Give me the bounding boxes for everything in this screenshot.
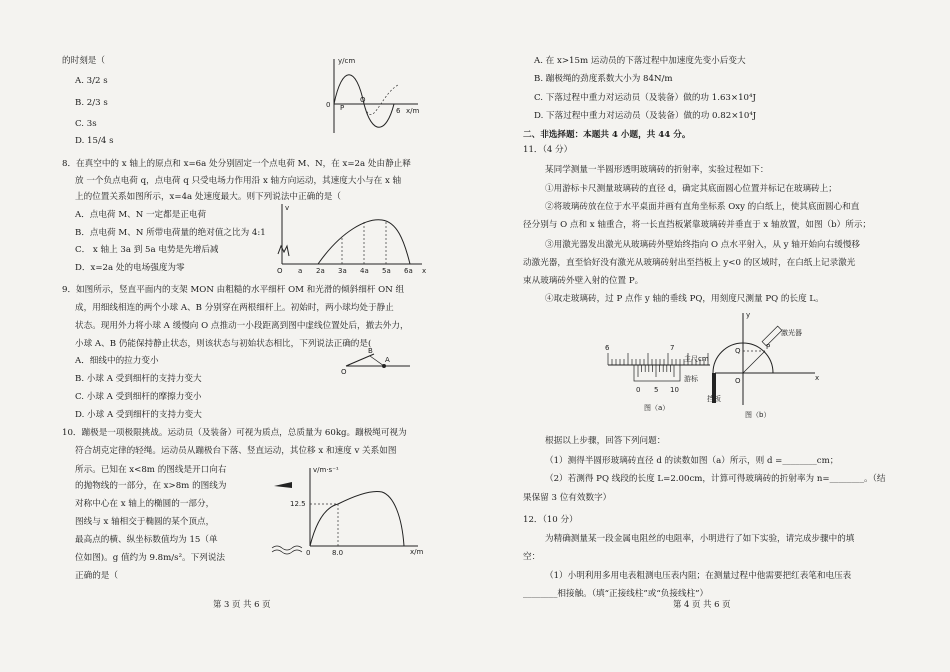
q7-p-label: P xyxy=(340,104,345,112)
q8-tick-3a: 3a xyxy=(338,267,347,275)
q8-tick-o: O xyxy=(277,267,283,275)
q9-label-o: O xyxy=(341,368,347,376)
q8-velocity-figure xyxy=(272,200,432,280)
q11-line-2: ①用游标卡尺测量玻璃砖的直径 d，确定其底面圆心位置并标记在玻璃砖上； xyxy=(545,184,837,194)
q11-sub2a: （2）若测得 PQ 线段的长度 L=2.00cm，计算可得玻璃砖的折射率为 n=________。（结 xyxy=(545,474,886,484)
q11-line-5: ③用激光器发出激光从玻璃砖外壁始终指向 O 点水平射入，从 y 轴开始向右缓慢移 xyxy=(545,240,861,250)
q12-line-1: 为精确测量某一段金属电阻丝的电阻率，小明进行了如下实验，请完成步骤中的填 xyxy=(545,534,855,544)
q9-label-a: A xyxy=(385,356,390,364)
q10-option-b: B. 蹦极绳的劲度系数大小为 84N/m xyxy=(534,74,673,84)
q10-y-tick: 12.5 xyxy=(290,500,306,508)
left-footer: 第 3 页 共 6 页 xyxy=(213,599,271,609)
vernier-label: 游标 xyxy=(684,375,698,383)
q11-line-8: ④取走玻璃砖，过 P 点作 y 轴的垂线 PQ，用刻度尺测量 PQ 的长度 L。 xyxy=(545,294,824,304)
q8-tick-2a: 2a xyxy=(316,267,325,275)
q8-option-b: B．点电荷 M、N 所带电荷量的绝对值之比为 4:1 xyxy=(75,228,266,238)
q10-option-a: A. 在 x>15m 运动员的下落过程中加速度先变小后变大 xyxy=(534,56,746,66)
vernier-scale-body xyxy=(634,365,680,381)
section-2-title: 二、非选择题：本题共 4 小题，共 44 分。 xyxy=(523,130,691,140)
q10-y-label: v/m·s⁻¹ xyxy=(313,466,339,474)
q8-line-1: 8．在真空中的 x 轴上的原点和 x=6a 处分别固定一个点电荷 M、N，在 x=2a 处由静止释 xyxy=(62,159,411,169)
q9-option-c: C. 小球 A 受到细杆的摩擦力变小 xyxy=(75,392,202,402)
main-scale-7: 7 xyxy=(670,344,675,352)
q7-option-a: A. 3/2 s xyxy=(75,76,108,86)
q10-line-5: 对称中心在 x 轴上的椭圆的一部分， xyxy=(75,499,215,509)
figure-a-caption: 图（a） xyxy=(644,404,670,412)
label-board: 挡板 xyxy=(707,395,721,403)
q9-line-3: 状态。现用外力将小球 A 缓慢向 O 点推动一小段距离到图中虚线位置处后，撤去外力， xyxy=(75,321,409,331)
main-scale-label: 主尺cm xyxy=(684,355,709,363)
q10-vx-figure xyxy=(278,462,428,562)
vernier-10: 10 xyxy=(670,386,679,394)
q9-support-figure xyxy=(340,347,420,380)
main-scale-6: 6 xyxy=(605,344,610,352)
q10-x-label: x/m xyxy=(410,548,424,556)
label-q: Q xyxy=(735,347,741,355)
q8-line-3: 上的位置关系如图所示，x=4a 处速度最大。则下列说法中正确的是（ xyxy=(75,192,341,202)
q10-line-9: 正确的是（ xyxy=(75,571,118,581)
q7-wave-figure xyxy=(320,55,430,135)
q7-option-c: C. 3s xyxy=(75,119,97,129)
q10-line-2: 符合胡克定律的轻绳。运动员从蹦极台下落、竖直运动，其位移 x 和速度 v 关系如图 xyxy=(75,446,397,456)
q9-rod-on xyxy=(346,354,374,366)
q7-option-b: B. 2/3 s xyxy=(75,98,108,108)
q11-figure-b-setup xyxy=(707,305,825,420)
q10-option-c: C. 下落过程中重力对运动员（及装备）做的功 1.63×10⁴J xyxy=(534,93,756,103)
q10-line-1: 10．蹦极是一项极限挑战。运动员（及装备）可视为质点，总质量为 60kg。蹦极绳可视为 xyxy=(62,428,407,438)
right-footer: 第 4 页 共 6 页 xyxy=(673,599,731,609)
q7-origin: 0 xyxy=(326,101,331,109)
q11-line-1: 某同学测量一半圆形透明玻璃砖的折射率，实验过程如下： xyxy=(545,165,769,175)
q11-line-4: 径分别与 O 点和 x 轴重合，将一长直挡板紧靠玻璃砖并垂直于 x 轴放置，如图（b）所示； xyxy=(523,220,872,230)
q7-dashed-wave xyxy=(364,85,398,115)
q8-y-label: v xyxy=(285,204,290,212)
q9-line-2: 成，用细线相连的两个小球 A、B 分别穿在两根细杆上。初始时，两小球均处于静止 xyxy=(75,303,394,313)
q9-string xyxy=(370,356,384,366)
q8-x-label: x xyxy=(422,267,427,275)
q10-x-tick: 8.0 xyxy=(332,549,344,557)
q12-line-4: ________相接触。（填“正接线柱”或“负接线柱”） xyxy=(523,589,709,599)
right-page xyxy=(475,0,950,672)
q10-line-3: 所示。已知在 x<8m 的图线是开口向右 xyxy=(75,465,227,475)
q12-line-3: （1）小明利用多用电表粗测电压表内阻；在测量过程中他需要把红表笔和电压表 xyxy=(545,571,852,581)
q8-option-d: D．x=2a 处的电场强度为零 xyxy=(75,263,185,273)
q9-label-b: B xyxy=(368,347,373,355)
q8-tick-6a: 6a xyxy=(404,267,413,275)
q9-option-d: D. 小球 A 受到细杆的支持力变大 xyxy=(75,410,202,420)
q11-line-3: ②将玻璃砖放在位于水平桌面并画有直角坐标系 Oxy 的白纸上，使其底面圆心和直 xyxy=(545,202,860,212)
label-x: x xyxy=(815,374,820,382)
q7-option-d: D. 15/4 s xyxy=(75,136,114,146)
q7-q-label: Q xyxy=(360,96,366,104)
laser-beam xyxy=(743,351,765,373)
q12-header: 12．（10 分） xyxy=(523,515,578,525)
q8-line-2: 放 一个负点电荷 q，点电荷 q 只受电场力作用沿 x 轴方向运动，其速度大小与在 x 轴 xyxy=(75,176,402,186)
q9-line-4: 小球 A、B 仍能保持静止状态，则该状态与初始状态相比，下列说法正确的是( xyxy=(75,339,372,349)
q10-water-mark xyxy=(272,546,302,554)
label-o: O xyxy=(735,377,741,385)
label-y: y xyxy=(746,311,751,319)
q10-origin: 0 xyxy=(306,549,311,557)
label-p: P xyxy=(766,343,771,351)
q9-option-a: A．细线中的拉力变小 xyxy=(75,356,159,366)
q10-option-d: D. 下落过程中重力对运动员（及装备）做的功 0.82×10⁴J xyxy=(534,111,757,121)
q12-line-2: 空： xyxy=(523,552,541,562)
q9-ball-a xyxy=(382,364,386,368)
q8-tick-5a: 5a xyxy=(382,267,391,275)
q11-header: 11．（4 分） xyxy=(523,145,573,155)
q7-y-label: y/cm xyxy=(338,57,356,65)
q10-line-7: 最高点的横、纵坐标数值均为 15（单 xyxy=(75,535,218,545)
q10-line-4: 的抛物线的一部分，在 x>8m 的图线为 xyxy=(75,481,227,491)
q8-tick-4a: 4a xyxy=(360,267,369,275)
q11-line-6: 动激光器，直至恰好没有激光从玻璃砖射出至挡板上 y<0 的区域时，在白纸上记录激光 xyxy=(523,258,856,268)
q7-stem: 的时刻是（ xyxy=(62,56,105,66)
q8-option-c: C． x 轴上 3a 到 5a 电势是先增后减 xyxy=(75,245,219,255)
q7-tick-6: 6 xyxy=(396,107,401,115)
vernier-5: 5 xyxy=(654,386,659,394)
q11-line-7: 束从玻璃砖外壁入射的位置 P。 xyxy=(523,276,644,286)
q9-line-1: 9．如图所示，竖直平面内的支架 MON 由粗糙的水平细杆 OM 和光滑的倾斜细杆 ON 组 xyxy=(62,285,405,295)
figure-b-caption: 图（b） xyxy=(745,411,771,419)
q10-vx-curve xyxy=(310,492,404,547)
q9-option-b: B. 小球 A 受到细杆的支持力变大 xyxy=(75,374,202,384)
label-laser: 激光器 xyxy=(781,329,802,337)
q11-sub2b: 果保留 3 位有效数字） xyxy=(523,493,612,503)
vernier-scale-ticks xyxy=(638,365,674,377)
q11-figure-a-vernier xyxy=(600,335,730,415)
q11-after: 根据以上步骤，回答下列问题： xyxy=(545,436,666,446)
q10-line-6: 图线与 x 轴相交于椭圆的某个顶点， xyxy=(75,517,215,527)
q11-sub1: （1）测得半圆形玻璃砖直径 d 的读数如图（a）所示，则 d =________cm； xyxy=(545,456,839,466)
q10-line-8: 位如图)。g 值约为 9.8m/s²。下列说法 xyxy=(75,553,226,563)
q7-x-label: x/m xyxy=(406,107,420,115)
q10-platform-mark xyxy=(274,482,292,488)
q8-tick-a: a xyxy=(298,267,303,275)
q8-option-a: A．点电荷 M、N 一定都是正电荷 xyxy=(75,210,207,220)
q8-charge-mark xyxy=(278,246,289,256)
vernier-0: 0 xyxy=(636,386,641,394)
